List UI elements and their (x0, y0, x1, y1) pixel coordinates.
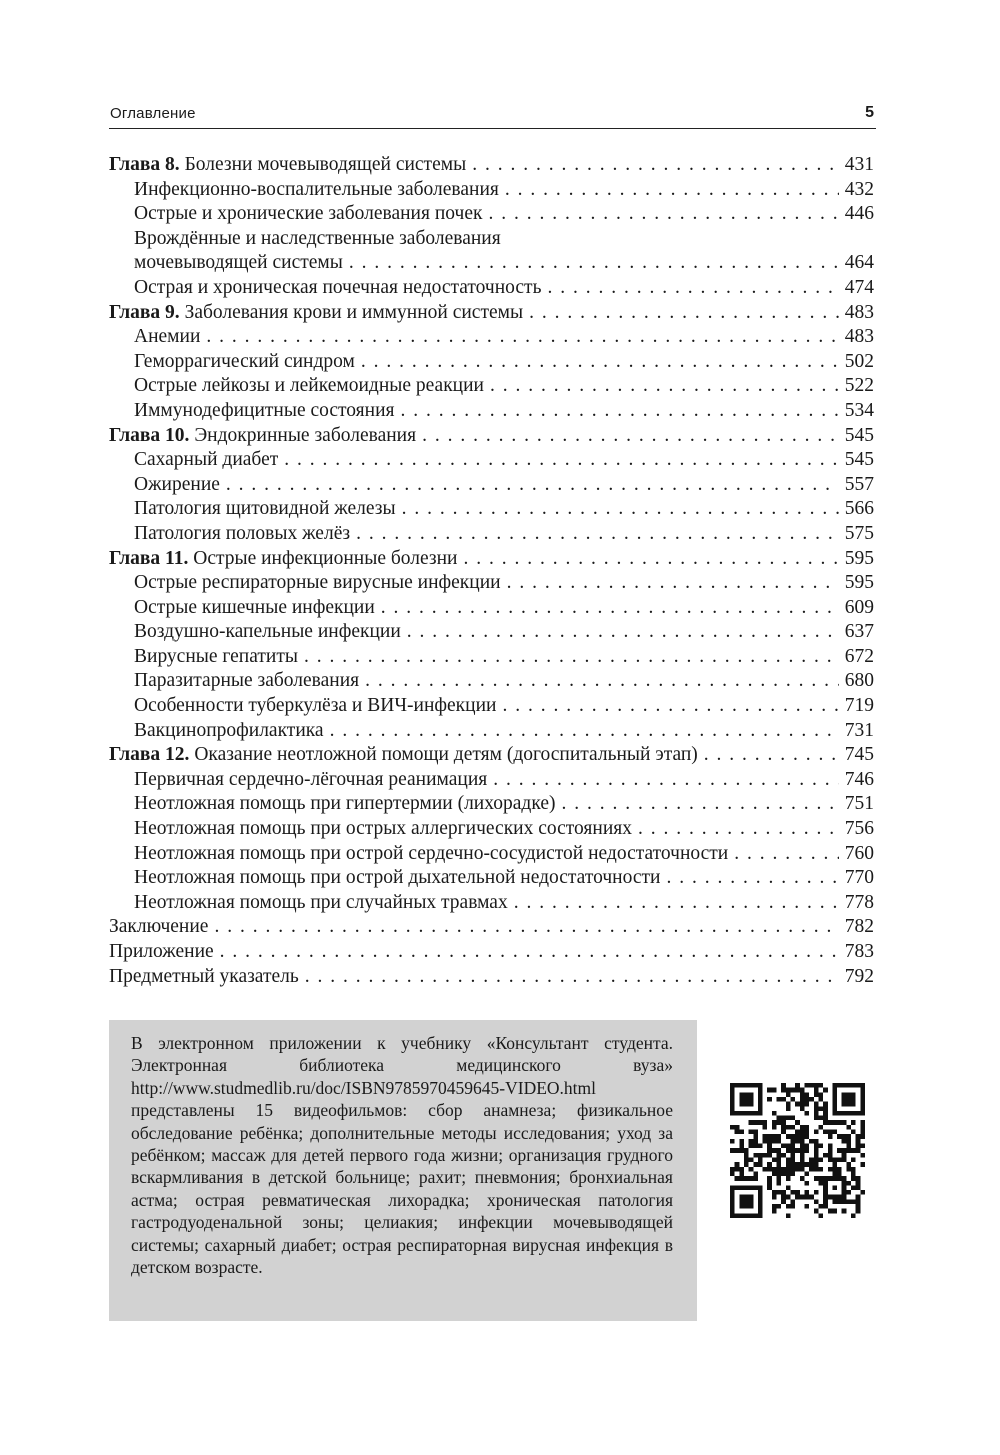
toc-page-number: 566 (844, 498, 874, 520)
dot-leader (734, 842, 839, 867)
dot-leader (400, 399, 838, 424)
toc-chapter-entry (109, 743, 874, 768)
toc-entry-text: Паразитарные заболевания (134, 670, 360, 692)
toc-entry-text: Анемии (134, 326, 201, 348)
toc-page-number: 746 (844, 768, 874, 790)
toc-page-number: 557 (844, 473, 874, 495)
toc-entry (109, 915, 874, 940)
toc-entry-text: мочевыводящей системы (134, 252, 343, 274)
page-number: 5 (865, 104, 874, 121)
toc-page-number: 760 (844, 842, 874, 864)
toc-page-number: 464 (844, 252, 874, 274)
dot-leader (463, 547, 838, 572)
toc-entry (109, 276, 874, 301)
toc-entry-title (109, 547, 457, 572)
toc-chapter-entry (109, 547, 874, 572)
dot-leader (206, 325, 838, 350)
toc-page-number: 502 (844, 350, 874, 372)
dot-leader (381, 596, 839, 621)
toc-entry-title (134, 276, 541, 301)
toc-entry-text: Инфекционно-воспалительные заболевания (134, 178, 499, 200)
toc-entry-title (134, 473, 220, 498)
toc-entry-text: Острые кишечные инфекции (134, 596, 375, 618)
toc-page-number: 778 (844, 891, 874, 913)
toc-entry (109, 325, 874, 350)
toc-page-number: 680 (844, 670, 874, 692)
dot-leader (304, 645, 839, 670)
toc-page-number: 534 (844, 399, 874, 421)
toc-entry-text: Вирусные гепатиты (134, 645, 298, 667)
toc-chapter-entry (109, 301, 874, 326)
toc-entry-text: Иммунодефицитные состояния (134, 399, 395, 421)
toc-entry-text: Неотложная помощь при гипертермии (лихорадке) (134, 793, 556, 815)
toc-entry (109, 965, 874, 990)
toc-page-number: 432 (844, 178, 874, 200)
dot-leader (666, 866, 838, 891)
toc-entry (109, 620, 874, 645)
toc-entry-text: Оказание неотложной помощи детям (догоспитальный этап) (189, 744, 698, 766)
toc-entry-text: Вакцинопрофилактика (134, 719, 324, 741)
toc-entry-title (134, 817, 632, 842)
dot-leader (704, 743, 839, 768)
toc-entry (109, 694, 874, 719)
toc-entry-title (134, 399, 394, 424)
toc-entry-text: Врождённые и наследственные заболевания (134, 227, 501, 249)
toc-entry (109, 497, 874, 522)
toc-entry-title (134, 350, 355, 375)
toc-page-number: 770 (844, 867, 874, 889)
toc-entry-text: Острые лейкозы и лейкемоидные реакции (134, 375, 484, 397)
toc-entry-title (134, 571, 501, 596)
toc-entry-text: Патология щитовидной железы (134, 498, 396, 520)
dot-leader (507, 571, 839, 596)
toc-entry (109, 596, 874, 621)
toc-entry (109, 251, 874, 276)
toc-entry-text: Патология половых желёз (134, 522, 351, 544)
toc-page-number: 431 (844, 154, 874, 175)
toc-entry (109, 768, 874, 793)
running-header (109, 104, 876, 129)
toc-entry-text: Заболевания крови и иммунной системы (179, 301, 524, 323)
toc-entry-title (109, 965, 299, 990)
toc-entry (109, 842, 874, 867)
dot-leader (402, 497, 839, 522)
toc-entry-title (134, 325, 200, 350)
toc-entry-text: Сахарный диабет (134, 449, 279, 471)
dot-leader (488, 202, 838, 227)
toc-entry-text: Неотложная помощь при острой сердечно-сосудистой недостаточности (134, 842, 729, 864)
toc-page-number: 446 (844, 203, 874, 225)
toc-entry (109, 448, 874, 473)
toc-entry-text: Острая и хроническая почечная недостаточность (134, 276, 542, 298)
toc-entry (109, 399, 874, 424)
toc-entry-title (134, 694, 496, 719)
dot-leader (638, 817, 839, 842)
toc-entry-text: Особенности туберкулёза и ВИЧ-инфекции (134, 695, 497, 717)
running-header-title: Оглавление (110, 105, 196, 122)
toc-entry (109, 891, 874, 916)
toc-entry-title (134, 768, 487, 793)
toc-entry-title (134, 842, 728, 867)
toc-entry-title (109, 301, 523, 326)
toc-entry-text: Эндокринные заболевания (189, 424, 417, 446)
dot-leader (422, 424, 839, 449)
dot-leader (490, 374, 839, 399)
toc-page-number: 522 (844, 375, 874, 397)
toc-entry-title (134, 645, 298, 670)
toc-entry-title (109, 915, 208, 940)
toc-entry-title (134, 178, 499, 203)
toc-entry-title (134, 202, 482, 227)
toc-entry-title (109, 424, 416, 449)
toc-entry (109, 522, 874, 547)
dot-leader (356, 522, 839, 547)
dot-leader (561, 792, 838, 817)
toc-entry-title (109, 743, 698, 768)
toc-page-number: 792 (844, 965, 874, 987)
toc-entry-text: Заключение (109, 916, 209, 938)
toc-entry-title (134, 448, 278, 473)
toc-entry-text: Неотложная помощь при острых аллергических состояниях (134, 818, 632, 840)
toc-entry-title (134, 866, 660, 891)
toc-entry-title (134, 497, 396, 522)
toc-entry-title (134, 374, 484, 399)
toc-entry-title (134, 669, 359, 694)
toc-page-number: 609 (844, 596, 874, 618)
toc-page-number: 783 (844, 941, 874, 962)
toc-entry-text: Приложение (109, 941, 214, 962)
toc-entry (109, 227, 874, 252)
chapter-number: Глава 10. (109, 424, 190, 446)
toc-entry-text: Неотложная помощь при случайных травмах (134, 891, 508, 913)
toc-chapter-entry (109, 424, 874, 449)
toc-entry-title (134, 891, 508, 916)
toc-entry-text: Предметный указатель (109, 965, 299, 987)
toc-entry-title (134, 596, 375, 621)
dot-leader (349, 251, 839, 276)
dot-leader (493, 768, 839, 793)
toc-chapter-entry (109, 153, 874, 178)
toc-entry (109, 866, 874, 891)
toc-page-number: 745 (844, 744, 874, 766)
chapter-number: Глава 9. (109, 301, 180, 323)
toc-entry-title (134, 620, 401, 645)
note-text: В электронном приложении к учебнику «Консультант студента. Электронная библиотека медицинского вуза» http://www.studmedlib.ru/doc/ISBN9785970459645-VIDEO.html представлены 15 видеофильмов: сбор анамнеза; физикальное обследование ребёнка; дополнительные методы исследования; уход за ребёнком; массаж для детей первого года жизни; организация грудного вскармливания в детской больнице; рахит; пневмония; бронхиальная астма; острая ревматическая лихорадка; хроническая патология гастродуоденальной зоны; целиакия; инфекции мочевыводящей системы; сахарный диабет; острая респираторная вирусная инфекция в детском возрасте. (131, 1033, 673, 1278)
toc-entry (109, 350, 874, 375)
toc-entry (109, 792, 874, 817)
dot-leader (529, 301, 839, 326)
qr-code-icon (730, 1083, 865, 1218)
chapter-number: Глава 11. (109, 547, 189, 569)
dot-leader (305, 965, 839, 990)
toc-entry (109, 374, 874, 399)
toc-entry (109, 669, 874, 694)
toc-entry-title (134, 792, 555, 817)
toc-entry-text: Острые инфекционные болезни (188, 547, 458, 569)
toc-page-number: 719 (844, 695, 874, 717)
toc-page-number: 545 (844, 449, 874, 471)
toc-entry-text: Болезни мочевыводящей системы (179, 154, 467, 175)
dot-leader (361, 350, 839, 375)
toc-entry-text: Неотложная помощь при острой дыхательной недостаточности (134, 867, 661, 889)
dot-leader (330, 719, 839, 744)
dot-leader (407, 620, 839, 645)
toc-entry (109, 473, 874, 498)
toc-entry (109, 178, 874, 203)
toc-page-number: 575 (844, 522, 874, 544)
toc-page-number: 483 (844, 301, 874, 323)
toc-entry-text: Ожирение (134, 473, 220, 495)
toc-entry (109, 202, 874, 227)
dot-leader (505, 178, 839, 203)
dot-leader (547, 276, 838, 301)
dot-leader (514, 891, 839, 916)
toc-page-number: 672 (844, 645, 874, 667)
dot-leader (472, 153, 839, 178)
toc-entry-title (109, 940, 214, 965)
dot-leader (214, 915, 838, 940)
toc-entry-title (134, 251, 343, 276)
toc-entry-text: Воздушно-капельные инфекции (134, 621, 401, 643)
toc-page-number: 545 (844, 424, 874, 446)
toc-entry-text: Первичная сердечно-лёгочная реанимация (134, 768, 488, 790)
toc-entry-title (134, 719, 324, 744)
dot-leader (502, 694, 838, 719)
toc-page-number: 483 (844, 326, 874, 348)
electronic-supplement-note (109, 1020, 697, 1321)
toc-page-number: 782 (844, 916, 874, 938)
toc-entry (109, 571, 874, 596)
dot-leader (365, 669, 839, 694)
toc-page-number: 474 (844, 276, 874, 298)
toc-entry (109, 817, 874, 842)
toc-entry-text: Геморрагический синдром (134, 350, 355, 372)
toc-entry-title (134, 227, 501, 252)
chapter-number: Глава 8. (109, 154, 180, 175)
dot-leader (220, 940, 839, 965)
toc-entry-title (109, 153, 466, 178)
toc-entry-text: Острые и хронические заболевания почек (134, 203, 483, 225)
toc-entry-title (134, 522, 350, 547)
toc-entry (109, 719, 874, 744)
dot-leader (284, 448, 838, 473)
dot-leader (226, 473, 839, 498)
toc-page-number: 595 (844, 547, 874, 569)
toc-entry (109, 645, 874, 670)
toc-entry (109, 940, 874, 965)
toc-page-number: 595 (844, 572, 874, 594)
toc-page-number: 751 (844, 793, 874, 815)
toc-page-number: 756 (844, 818, 874, 840)
toc-entry-text: Острые респираторные вирусные инфекции (134, 572, 501, 594)
toc-page-number: 731 (844, 719, 874, 741)
table-of-contents (109, 153, 874, 989)
toc-page-number: 637 (844, 621, 874, 643)
chapter-number: Глава 12. (109, 744, 190, 766)
